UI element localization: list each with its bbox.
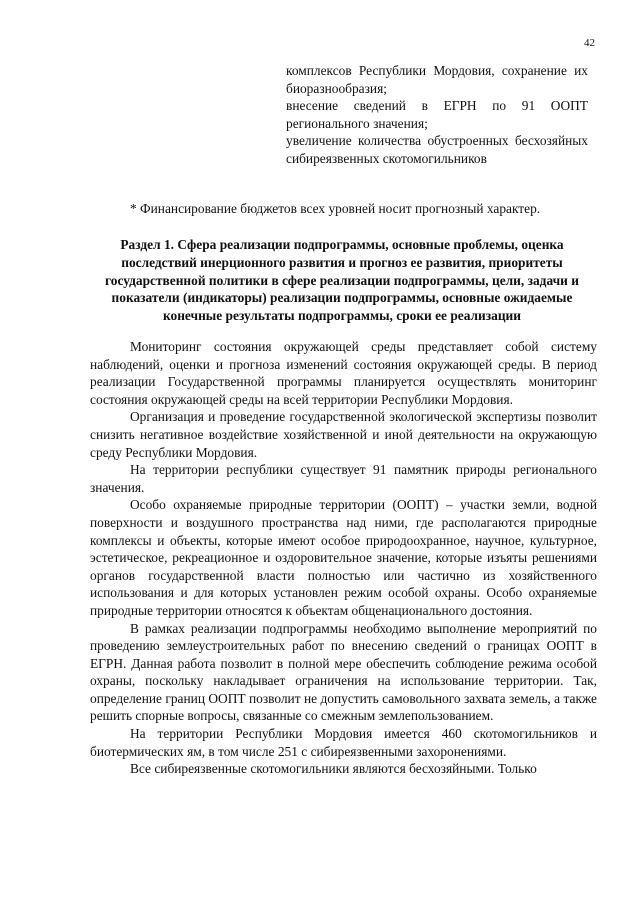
continuation-line: внесение сведений в ЕГРН по 91 ООПТ регионального значения; bbox=[286, 98, 588, 131]
footnote: * Финансирование бюджетов всех уровней носит прогнозный характер. bbox=[130, 201, 541, 216]
paragraph: Мониторинг состояния окружающей среды представляет собой систему наблюдений, оценки и прогноза изменений состояния окружающей среды. В период реализации Государственной программы планируется осуществлять мониторинг состояния окружающей среды на всей территории Республики Мордовия. bbox=[90, 339, 597, 407]
continuation-line: комплексов Республики Мордовия, сохранение их биоразнообразия; bbox=[286, 63, 588, 96]
page-number: 42 bbox=[584, 37, 595, 49]
paragraph: На территории республики существует 91 памятник природы регионального значения. bbox=[90, 462, 597, 495]
paragraph: На территории Республики Мордовия имеется 460 скотомогильников и биотермических ям, в том числе 251 с сибиреязвенными захоронениями. bbox=[90, 726, 597, 759]
section-heading: Раздел 1. Сфера реализации подпрограммы, основные проблемы, оценка последствий инерционного развития и прогноз ее развития, приоритеты государственной политики в сфере реализации подпрограммы, цели, задачи и показатели (индикаторы) реализации подпрограммы, основные ожидаемые конечные результаты подпрограммы, сроки ее реализации bbox=[105, 237, 579, 324]
paragraph: Организация и проведение государственной экологической экспертизы позволит снизить негативное воздействие хозяйственной и иной деятельности на окружающую среду Республики Мордовия. bbox=[90, 409, 597, 460]
paragraph: Особо охраняемые природные территории (ООПТ) – участки земли, водной поверхности и воздушного пространства над ними, где располагаются природные комплексы и объекты, которые имеют особое природоохранное, научное, культурное, эстетическое, рекреационное и оздоровительное значение, которые изъяты решениями органов государственной власти полностью или частично из хозяйственного использования и для которых установлен режим особой охраны. Особо охраняемые природные территории относятся к объектам общенационального достояния. bbox=[90, 497, 597, 618]
continuation-line: увеличение количества обустроенных бесхозяйных сибиреязвенных скотомогильников bbox=[286, 133, 588, 166]
table-cell-continuation bbox=[286, 62, 588, 168]
paragraph: В рамках реализации подпрограммы необходимо выполнение мероприятий по проведению землеустроительных работ по внесению сведений о границах ООПТ в ЕГРН. Данная работа позволит в полной мере обеспечить соблюдение режима особой охраны, поскольку накладывает ограничения на использование территории. Так, определение границ ООПТ позволит не допустить самовольного захвата земель, а также решить спорные вопросы, связанные со смежным землепользованием. bbox=[90, 620, 597, 724]
section-body bbox=[90, 338, 597, 778]
paragraph: Все сибиреязвенные скотомогильники являются бесхозяйными. Только bbox=[130, 761, 537, 777]
